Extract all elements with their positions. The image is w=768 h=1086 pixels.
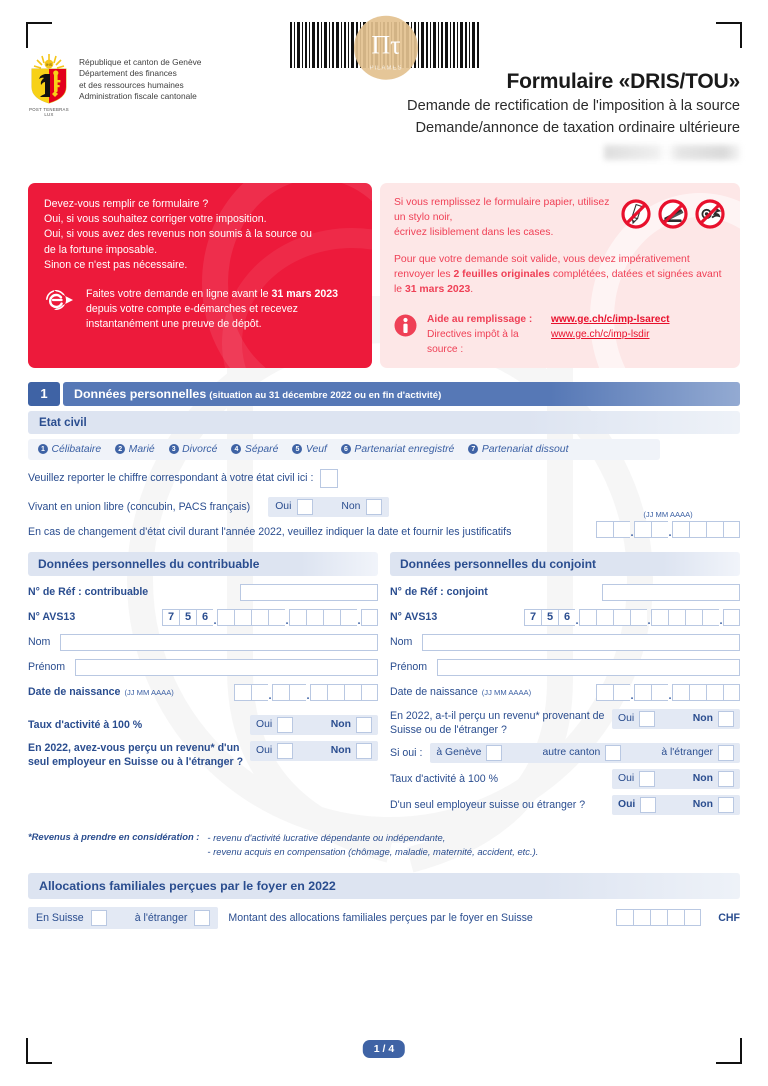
civil-number-4: 4: [231, 444, 241, 454]
conjoint-avs-boxes[interactable]: [524, 609, 740, 626]
directives-label: Directives impôt à la source :: [427, 328, 519, 355]
date-box[interactable]: [596, 521, 613, 538]
form-subtitle-1: Demande de rectification de l'imposition à la source: [407, 98, 740, 114]
birth-box[interactable]: [672, 684, 689, 701]
si-oui-label: Si oui :: [390, 746, 423, 759]
barcode: [288, 22, 483, 72]
directives-link[interactable]: www.ge.ch/c/imp-lsdir: [551, 328, 650, 340]
currency-label: CHF: [718, 911, 740, 924]
dept-line-4: Administration fiscale cantonale: [79, 91, 197, 102]
canton-identity: [28, 52, 358, 165]
conjoint-header: Données personnelles du conjoint: [390, 552, 740, 576]
avs-box[interactable]: [668, 609, 685, 626]
civil-number-7: 7: [468, 444, 478, 454]
avs-box[interactable]: [702, 609, 719, 626]
etat-civil-header: Etat civil: [28, 411, 740, 434]
conjoint-q3-yes-checkbox[interactable]: [640, 797, 656, 813]
avs-box[interactable]: [613, 609, 630, 626]
dept-line-3: et des ressources humaines: [79, 79, 184, 90]
footnote-line-2: - revenu acquis en compensation (chômage, maladie, maternité, accident, etc.).: [207, 845, 539, 857]
contribuable-prenom-row: [28, 659, 378, 676]
footnote-lead: *Revenus à prendre en considération :: [28, 830, 200, 842]
section-title-bar: [63, 382, 740, 406]
contribuable-ref-label: N° de Réf : contribuable: [28, 586, 149, 599]
a-letranger-checkbox[interactable]: [194, 910, 210, 926]
validity-pre: Pour que votre demande soit valide, vous devez impérativement renvoyer les: [394, 254, 690, 281]
avs-box[interactable]: [579, 609, 596, 626]
etat-civil-options: [28, 439, 660, 460]
contribuable-prenom-label: Prénom: [28, 661, 66, 674]
avs-prefix-box: 7: [162, 609, 179, 626]
validity-mid: complétées, datées et signées avant le: [394, 269, 722, 295]
conjoint-q2-label: Taux d'activité à 100 %: [390, 772, 499, 785]
birth-box[interactable]: [361, 684, 378, 701]
a-letranger-label: à l'étranger: [134, 911, 188, 924]
avs-separator: .: [213, 614, 217, 627]
date-box[interactable]: [672, 521, 689, 538]
date-box[interactable]: [689, 521, 706, 538]
civil-option-7[interactable]: [468, 444, 568, 455]
civil-label-6: Partenariat enregistré: [354, 443, 455, 455]
cq2-yes-label: Oui: [618, 773, 635, 785]
avs-box[interactable]: [723, 609, 740, 626]
e-demarches-text: [86, 287, 356, 333]
birth-box[interactable]: [613, 684, 630, 701]
cq3-no-label: Non: [692, 799, 713, 811]
contribuable-ref-row: [28, 584, 378, 601]
date-box[interactable]: [651, 521, 668, 538]
date-box[interactable]: [706, 521, 723, 538]
contribuable-birth-hint: (JJ MM AAAA): [124, 687, 174, 697]
civil-option-3[interactable]: [169, 444, 218, 455]
conjoint-q1-no-checkbox[interactable]: [718, 711, 734, 727]
conjoint-birth-hint: (JJ MM AAAA): [481, 687, 532, 697]
contribuable-q1-label: Taux d'activité à 100 %: [28, 718, 143, 731]
birth-separator: .: [306, 689, 310, 702]
conjoint-q3-choice: [612, 795, 740, 815]
red-line-5: Sinon ce n'est pas nécessaire.: [44, 258, 188, 271]
conjoint-q3-label: D'un seul employeur suisse ou étranger ?: [390, 798, 586, 811]
conjoint-prenom-input[interactable]: [437, 659, 740, 676]
form-title: Formulaire «DRIS/TOU»: [506, 70, 740, 93]
dept-line-2: Département des finances: [79, 68, 177, 79]
civil-label-2: Marié: [128, 443, 155, 455]
info-box-instructions: [380, 183, 740, 368]
union-yes-checkbox[interactable]: [297, 499, 313, 515]
info-icon: [394, 314, 417, 337]
date-separator: .: [668, 526, 672, 539]
help-row-directives: [427, 327, 670, 357]
conjoint-q1-yes-checkbox[interactable]: [639, 711, 655, 727]
conjoint-nom-input[interactable]: [422, 634, 740, 651]
conjoint-q2-no-checkbox[interactable]: [718, 771, 734, 787]
change-date-boxes[interactable]: [596, 521, 740, 538]
montant-box[interactable]: [650, 909, 667, 926]
contribuable-q2-yes-checkbox[interactable]: [277, 743, 293, 759]
etat-civil-report-row: [28, 469, 740, 488]
revenus-footnote: [28, 831, 740, 859]
avs-prefix-box: 6: [196, 609, 213, 626]
conjoint-q3-no-checkbox[interactable]: [718, 797, 734, 813]
allocations-row: [28, 907, 740, 929]
contribuable-q2-choice: [250, 741, 378, 761]
help-row-remplissage: [427, 312, 670, 327]
info-boxes: [28, 183, 740, 368]
crop-mark-top-left: [26, 22, 52, 48]
union-label: Vivant en union libre (concubin, PACS français): [28, 500, 251, 513]
page-indicator: 1 / 4: [363, 1040, 405, 1058]
montant-box[interactable]: [633, 909, 650, 926]
conjoint-birth-label: Date de naissance: [390, 686, 478, 699]
civil-label-3: Divorcé: [182, 443, 218, 455]
change-date-hint: (JJ MM AAAA): [643, 509, 693, 519]
birth-box[interactable]: [689, 684, 706, 701]
online-deadline: 31 mars 2023: [271, 288, 339, 301]
civil-number-6: 6: [341, 444, 351, 454]
civil-number-2: 2: [115, 444, 125, 454]
conjoint-q2-choice: [612, 769, 740, 789]
form-subtitle-2: Demande/annonce de taxation ordinaire ultérieure: [415, 120, 740, 136]
contribuable-birth-label: Date de naissance: [28, 686, 121, 699]
cq1-no-label: Non: [692, 713, 713, 725]
civil-label-5: Veuf: [305, 443, 327, 455]
opt-etranger-checkbox[interactable]: [718, 745, 734, 761]
crop-mark-top-right: [716, 22, 742, 48]
avs-separator: .: [285, 614, 289, 627]
conjoint-nom-row: [390, 634, 740, 651]
prohibition-icons: [620, 196, 726, 230]
red-line-2: Oui, si vous souhaitez corriger votre imposition.: [44, 213, 267, 226]
civil-number-5: 5: [292, 444, 302, 454]
union-yes-label: Oui: [275, 501, 292, 513]
contribuable-birth-row: [28, 684, 378, 701]
no-correction-fluid-icon: [694, 198, 726, 230]
section-title: Données personnelles: [74, 386, 207, 401]
redacted-year-label: [604, 145, 740, 160]
pilames-logo-icon: [352, 14, 420, 82]
cq3-yes-label: Oui: [618, 799, 636, 811]
no-stapler-icon: [657, 198, 689, 230]
department-lines: [79, 52, 201, 165]
avs-separator: .: [575, 614, 579, 627]
civil-option-5[interactable]: [292, 444, 327, 455]
avs-box[interactable]: [306, 609, 323, 626]
validity-deadline: 31 mars 2023: [404, 283, 471, 295]
cq2-no-label: Non: [692, 773, 713, 785]
conjoint-panel: [390, 552, 740, 815]
civil-option-4[interactable]: [231, 444, 278, 455]
change-date-field: [596, 510, 740, 538]
red-line-4: de la fortune imposable.: [44, 243, 158, 256]
avs-box[interactable]: [289, 609, 306, 626]
contribuable-q2-label: En 2022, avez-vous perçu un revenu* d'un seul employeur en Suisse ou à l'étranger ?: [28, 741, 244, 768]
contribuable-q2-row: [28, 741, 378, 769]
civil-label-4: Séparé: [244, 443, 279, 455]
avs-box[interactable]: [651, 609, 668, 626]
avs-box[interactable]: [340, 609, 357, 626]
birth-box[interactable]: [723, 684, 740, 701]
section-title-note: (situation au 31 décembre 2022 ou en fin d'activité): [209, 389, 442, 401]
contribuable-ref-input[interactable]: [240, 584, 378, 601]
contribuable-q1-row: [28, 715, 378, 735]
contribuable-header: Données personnelles du contribuable: [28, 552, 378, 576]
validity-originals: 2 feuilles originales: [453, 269, 550, 281]
birth-box[interactable]: [289, 684, 306, 701]
help-links: [427, 312, 670, 357]
section-1-header: [28, 382, 740, 406]
help-callout: [394, 312, 726, 357]
crop-mark-bottom-right: [716, 1038, 742, 1064]
svg-text:Πτ: Πτ: [370, 30, 401, 60]
change-label: En cas de changement d'état civil durant l'année 2022, veuillez indiquer la date et fournir les justificatifs: [28, 525, 512, 538]
avs-prefix-box: 5: [541, 609, 558, 626]
avs-prefix-box: 7: [524, 609, 541, 626]
contribuable-q1-choice: [250, 715, 378, 735]
birth-box[interactable]: [327, 684, 344, 701]
opt-geneve-label: à Genève: [436, 747, 482, 759]
online-pre: Faites votre demande en ligne avant le: [86, 288, 272, 301]
avs-separator: .: [719, 614, 723, 627]
conjoint-avs-row: [390, 609, 740, 626]
contribuable-panel: [28, 552, 378, 815]
birth-separator: .: [668, 689, 672, 702]
red-line-1: Devez-vous remplir ce formulaire ?: [44, 198, 209, 210]
pink-line-2: écrivez lisiblement dans les cases.: [394, 226, 554, 238]
avs-box[interactable]: [251, 609, 268, 626]
q1-yes-label: Oui: [256, 719, 273, 731]
montant-box[interactable]: [616, 909, 633, 926]
contribuable-nom-input[interactable]: [60, 634, 378, 651]
section-number: 1: [28, 382, 60, 406]
birth-separator: .: [268, 689, 272, 702]
conjoint-birth-boxes[interactable]: [596, 684, 740, 701]
en-suisse-checkbox[interactable]: [91, 910, 107, 926]
conjoint-prenom-label: Prénom: [390, 661, 428, 674]
footnote-line-1: - revenu d'activité lucrative dépendante ou indépendante,: [207, 831, 446, 843]
e-demarches-icon: [44, 288, 75, 312]
svg-text:PILAMES: PILAMES: [368, 65, 403, 72]
q1-no-label: Non: [330, 719, 351, 731]
birth-box[interactable]: [596, 684, 613, 701]
dept-line-1: République et canton de Genève: [79, 57, 202, 67]
geneva-crest-icon: [28, 52, 70, 165]
conjoint-q2-yes-checkbox[interactable]: [639, 771, 655, 787]
conjoint-q1-label: En 2022, a-t-il perçu un revenu* provenant de Suisse ou de l'étranger ?: [390, 709, 605, 736]
avs-box[interactable]: [361, 609, 378, 626]
info-box-obligation: [28, 183, 372, 368]
contribuable-prenom-input[interactable]: [75, 659, 378, 676]
union-no-checkbox[interactable]: [366, 499, 382, 515]
conjoint-ref-row: [390, 584, 740, 601]
birth-box[interactable]: [634, 684, 651, 701]
cq1-yes-label: Oui: [618, 713, 635, 725]
birth-box[interactable]: [234, 684, 251, 701]
montant-boxes[interactable]: [616, 909, 701, 926]
conjoint-q1-row: [390, 709, 740, 737]
opt-etranger-label: à l'étranger: [661, 747, 713, 759]
conjoint-nom-label: Nom: [390, 636, 413, 649]
opt-geneve-checkbox[interactable]: [486, 745, 502, 761]
crop-mark-bottom-left: [26, 1038, 52, 1064]
birth-box[interactable]: [251, 684, 268, 701]
contribuable-q1-yes-checkbox[interactable]: [277, 717, 293, 733]
contribuable-avs-boxes[interactable]: [162, 609, 378, 626]
validity-instructions: [394, 253, 726, 297]
conjoint-q1-choice: [612, 709, 740, 729]
avs-box[interactable]: [268, 609, 285, 626]
avs-prefix-box: 5: [179, 609, 196, 626]
conjoint-ref-label: N° de Réf : conjoint: [390, 586, 488, 599]
conjoint-si-oui-row: [390, 743, 740, 763]
help-label: Aide au remplissage :: [427, 313, 533, 325]
montant-box[interactable]: [667, 909, 684, 926]
avs-prefix-box: 6: [558, 609, 575, 626]
avs-separator: .: [647, 614, 651, 627]
avs-box[interactable]: [323, 609, 340, 626]
conjoint-ref-input[interactable]: [602, 584, 740, 601]
union-choice: [268, 497, 389, 517]
birth-separator: .: [630, 689, 634, 702]
crest-motto: POST TENEBRAS LUX: [29, 107, 69, 117]
q2-yes-label: Oui: [256, 745, 273, 757]
contribuable-nom-label: Nom: [28, 636, 51, 649]
date-box[interactable]: [723, 521, 740, 538]
birth-box[interactable]: [344, 684, 361, 701]
svg-text:IHS: IHS: [45, 62, 53, 67]
pink-top-row: [394, 196, 726, 240]
report-label: Veuillez reporter le chiffre correspondant à votre état civil ici :: [28, 472, 314, 485]
montant-label: Montant des allocations familiales perçues par le foyer en Suisse: [228, 911, 533, 924]
date-box[interactable]: [613, 521, 630, 538]
date-box[interactable]: [634, 521, 651, 538]
civil-option-6[interactable]: [341, 444, 454, 455]
conjoint-q3-row: [390, 795, 740, 815]
contribuable-nom-row: [28, 634, 378, 651]
no-pencil-icon: [620, 198, 652, 230]
help-link[interactable]: www.ge.ch/c/imp-lsarect: [551, 313, 670, 325]
birth-box[interactable]: [310, 684, 327, 701]
civil-number-3: 3: [169, 444, 179, 454]
conjoint-prenom-row: [390, 659, 740, 676]
en-suisse-label: En Suisse: [36, 911, 84, 924]
conjoint-avs-label: N° AVS13: [390, 611, 438, 624]
avs-box[interactable]: [217, 609, 234, 626]
conjoint-birth-row: [390, 684, 740, 701]
birth-box[interactable]: [706, 684, 723, 701]
civil-number-1: 1: [38, 444, 48, 454]
red-line-3: Oui, si vous avez des revenus non soumis à la source ou: [44, 228, 312, 241]
contribuable-q1-no-checkbox[interactable]: [356, 717, 372, 733]
avs-box[interactable]: [234, 609, 251, 626]
footnote-items: [207, 831, 538, 859]
avs-box[interactable]: [596, 609, 613, 626]
contribuable-birth-boxes[interactable]: [234, 684, 378, 701]
civil-label-1: Célibataire: [51, 443, 102, 455]
birth-box[interactable]: [272, 684, 289, 701]
etat-civil-input[interactable]: [320, 469, 338, 488]
civil-option-1[interactable]: [38, 444, 101, 455]
contribuable-avs-row: [28, 609, 378, 626]
opt-autre-checkbox[interactable]: [605, 745, 621, 761]
pink-line-1: Si vous remplissez le formulaire papier, utilisez un stylo noir,: [394, 197, 610, 223]
civil-option-2[interactable]: [115, 444, 154, 455]
personal-data-columns: [28, 552, 740, 815]
birth-box[interactable]: [651, 684, 668, 701]
q2-no-label: Non: [330, 745, 351, 757]
etat-civil-change-row: [28, 509, 740, 539]
contribuable-avs-label: N° AVS13: [28, 611, 76, 624]
avs-box[interactable]: [630, 609, 647, 626]
opt-autre-label: autre canton: [542, 747, 601, 759]
online-post: depuis votre compte e-démarches et recevez instantanément une preuve de dépôt.: [86, 303, 298, 331]
union-no-label: Non: [341, 501, 361, 513]
date-separator: .: [630, 526, 634, 539]
contribuable-q2-no-checkbox[interactable]: [356, 743, 372, 759]
montant-box[interactable]: [684, 909, 701, 926]
validity-post: .: [470, 283, 474, 295]
avs-box[interactable]: [685, 609, 702, 626]
e-demarches-callout: [44, 287, 356, 333]
pen-instructions: [394, 196, 614, 240]
si-oui-choices: [430, 743, 740, 763]
allocations-location-choices: [28, 907, 218, 929]
conjoint-q2-row: [390, 769, 740, 789]
allocations-header: Allocations familiales perçues par le foyer en 2022: [28, 873, 740, 899]
civil-label-7: Partenariat dissout: [481, 443, 569, 455]
avs-separator: .: [357, 614, 361, 627]
